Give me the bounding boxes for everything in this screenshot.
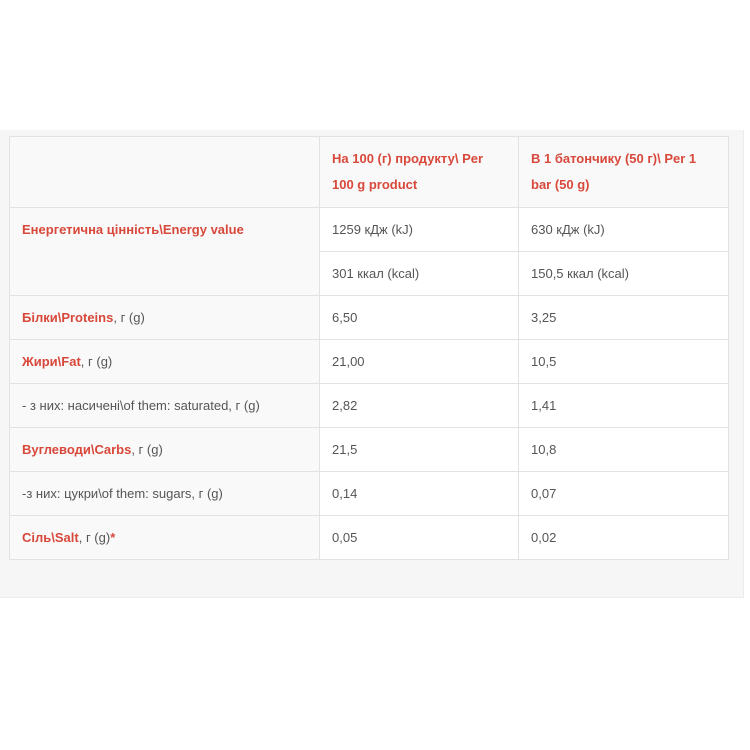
table-row — [10, 296, 729, 340]
value-per-bar: 0,02 — [519, 516, 729, 560]
value-per-100g: 301 ккал (kcal) — [320, 252, 519, 296]
table-row — [10, 208, 729, 252]
value-per-bar: 3,25 — [519, 296, 729, 340]
row-label-salt — [10, 516, 320, 560]
row-label-proteins — [10, 296, 320, 340]
label-bold: Енергетична цінність\Energy value — [22, 222, 244, 237]
value-per-bar: 1,41 — [519, 384, 729, 428]
value-per-bar: 0,07 — [519, 472, 729, 516]
value-per-bar: 10,5 — [519, 340, 729, 384]
nutrition-panel — [0, 130, 744, 598]
value-per-100g: 21,5 — [320, 428, 519, 472]
nutrition-table — [9, 136, 729, 560]
row-label-carbs — [10, 428, 320, 472]
label-unit: , г (g) — [78, 529, 111, 545]
header-per-bar: В 1 батончику (50 г)\ Per 1 bar (50 g) — [519, 137, 729, 208]
value-per-bar: 630 кДж (kJ) — [519, 208, 729, 252]
label-unit: , г (g) — [113, 309, 145, 325]
row-label-energy — [10, 208, 320, 296]
label-text: - з них: насичені\of them: saturated, г (g) — [22, 397, 260, 413]
value-per-bar: 150,5 ккал (kcal) — [519, 252, 729, 296]
value-per-100g: 0,14 — [320, 472, 519, 516]
label-bold: Жири\Fat — [22, 353, 81, 369]
value-per-100g: 1259 кДж (kJ) — [320, 208, 519, 252]
table-header-row — [10, 137, 729, 208]
value-per-100g: 0,05 — [320, 516, 519, 560]
row-label-saturated — [10, 384, 320, 428]
value-per-100g: 6,50 — [320, 296, 519, 340]
label-bold: Сіль\Salt — [22, 529, 79, 545]
header-per-100g: На 100 (г) продукту\ Per 100 g product — [320, 137, 519, 208]
row-label-sugars — [10, 472, 320, 516]
row-label-fat — [10, 340, 320, 384]
label-asterisk: * — [110, 529, 116, 545]
value-per-bar: 10,8 — [519, 428, 729, 472]
table-row — [10, 384, 729, 428]
label-bold: Вуглеводи\Carbs — [22, 441, 132, 457]
table-row — [10, 340, 729, 384]
label-text: -з них: цукри\of them: sugars, г (g) — [22, 485, 223, 501]
table-row — [10, 516, 729, 560]
table-row — [10, 472, 729, 516]
label-unit: , г (g) — [131, 441, 163, 457]
header-blank-cell — [10, 137, 320, 208]
label-unit: , г (g) — [80, 353, 113, 369]
label-bold: Білки\Proteins — [22, 309, 114, 325]
value-per-100g: 2,82 — [320, 384, 519, 428]
table-row — [10, 428, 729, 472]
value-per-100g: 21,00 — [320, 340, 519, 384]
